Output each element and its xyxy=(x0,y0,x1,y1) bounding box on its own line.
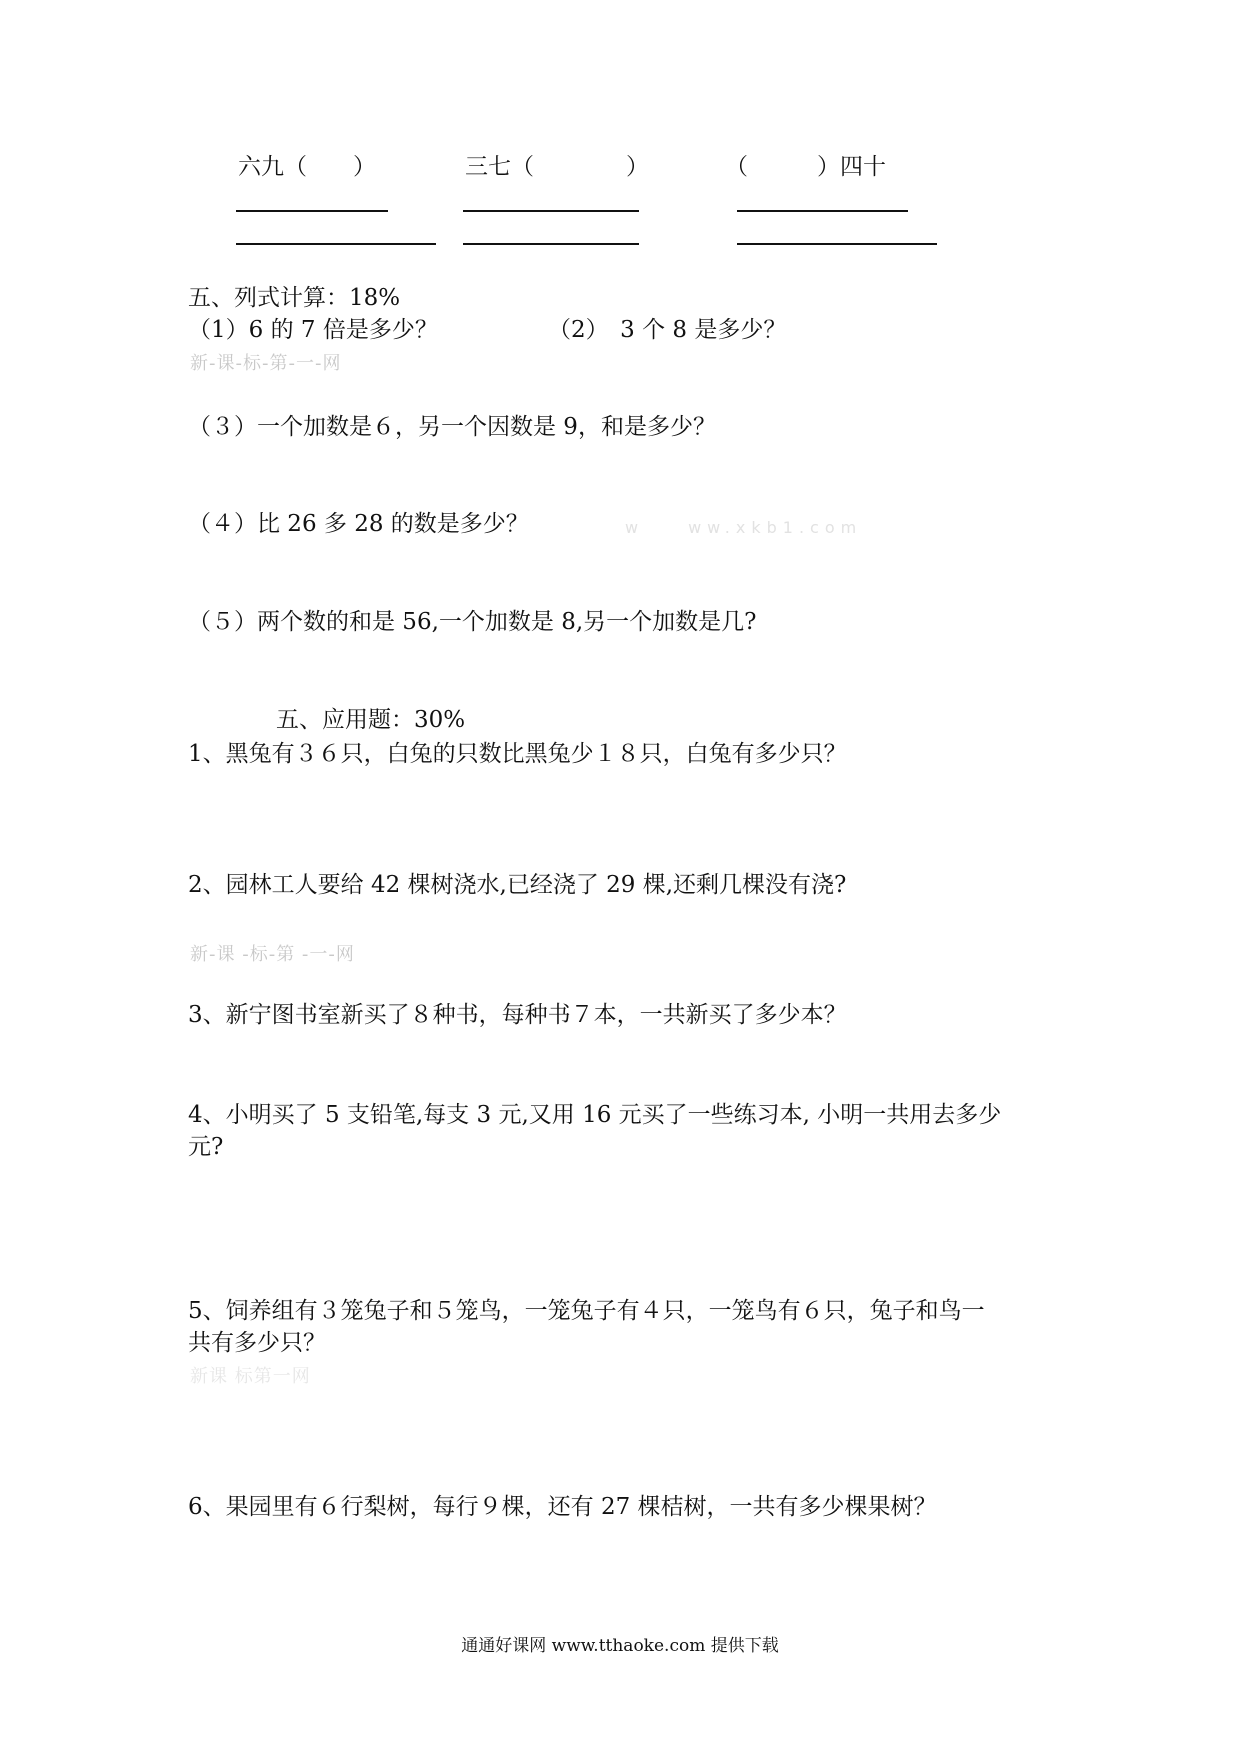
calc-question-5: （５）两个数的和是 56,一个加数是 8,另一个加数是几? xyxy=(188,609,757,635)
answer-line xyxy=(463,210,639,212)
fill-item-1: 六九（ ） xyxy=(238,154,376,180)
fill-item-3: （ ）四十 xyxy=(725,154,886,180)
apply-problem-1: 1、黑兔有３６只，白兔的只数比黑兔少１８只，白兔有多少只？ xyxy=(188,741,847,767)
answer-line xyxy=(236,243,436,245)
apply-problem-4-line-1: 4、小明买了 5 支铅笔,每支 3 元,又用 16 元买了一些练习本, 小明一共用去多少 xyxy=(188,1102,1002,1128)
calc-question-4: （４）比 26 多 28 的数是多少？ xyxy=(188,511,529,537)
apply-problem-3: 3、新宁图书室新买了８种书，每种书７本，一共新买了多少本？ xyxy=(188,1002,847,1028)
footer-credit: 通通好课网 www.tthaoke.com 提供下载 xyxy=(461,1636,779,1656)
apply-problem-5-line-2: 共有多少只？ xyxy=(188,1330,326,1356)
fill-item-2: 三七（ ） xyxy=(465,154,649,180)
apply-problem-5-line-1: 5、饲养组有３笼兔子和５笼鸟，一笼兔子有４只，一笼鸟有６只，兔子和鸟一 xyxy=(188,1298,985,1324)
apply-problem-6: 6、果园里有６行梨树，每行９棵，还有 27 棵桔树，一共有多少棵果树？ xyxy=(188,1494,937,1520)
apply-problem-2: 2、园林工人要给 42 棵树浇水,已经浇了 29 棵,还剩几棵没有浇? xyxy=(188,872,847,898)
watermark: w ww.xkb1.com xyxy=(625,518,863,537)
calc-question-2: （2） 3 个 8 是多少？ xyxy=(548,317,787,343)
apply-problem-4-line-2: 元? xyxy=(188,1134,224,1160)
answer-line xyxy=(737,243,937,245)
watermark: 新-课 -标-第 -一-网 xyxy=(190,944,355,965)
calc-question-1: （1）6 的 7 倍是多少？ xyxy=(188,317,438,343)
section-calc-heading: 五、列式计算：18% xyxy=(188,285,401,311)
answer-line xyxy=(236,210,388,212)
section-apply-heading: 五、应用题：30% xyxy=(276,707,466,733)
watermark: 新-课-标-第-一-网 xyxy=(190,353,342,374)
watermark: 新课 标第一网 xyxy=(190,1366,311,1387)
answer-line xyxy=(737,210,908,212)
calc-question-3: （３）一个加数是６，另一个因数是 9，和是多少？ xyxy=(188,414,716,440)
answer-line xyxy=(463,243,639,245)
